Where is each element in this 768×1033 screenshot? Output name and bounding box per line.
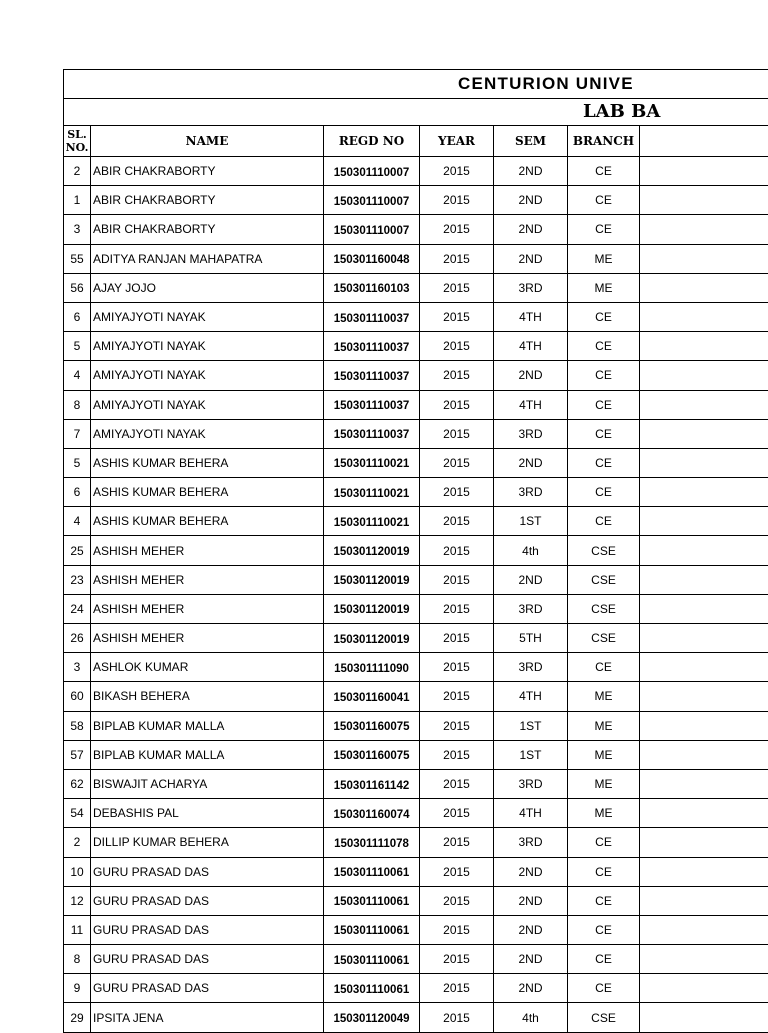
cell-sl-no: 56 bbox=[64, 273, 91, 302]
cell-regd-no: 150301110037 bbox=[324, 302, 420, 331]
cell-name: ASHISH MEHER bbox=[91, 536, 324, 565]
header-regd-no: REGD NO bbox=[324, 126, 420, 157]
cell-blank bbox=[640, 244, 768, 273]
table-row bbox=[64, 215, 768, 244]
cell-branch: CSE bbox=[568, 594, 640, 623]
cell-regd-no: 150301160075 bbox=[324, 711, 420, 740]
cell-regd-no: 150301160041 bbox=[324, 682, 420, 711]
cell-year: 2015 bbox=[420, 594, 494, 623]
table-row bbox=[64, 390, 768, 419]
cell-name: BISWAJIT ACHARYA bbox=[91, 769, 324, 798]
cell-regd-no: 150301110037 bbox=[324, 419, 420, 448]
cell-name: GURU PRASAD DAS bbox=[91, 915, 324, 944]
table-row bbox=[64, 536, 768, 565]
header-name: NAME bbox=[91, 126, 324, 157]
cell-sem: 3RD bbox=[494, 478, 568, 507]
cell-name: ASHIS KUMAR BEHERA bbox=[91, 448, 324, 477]
cell-sl-no: 1 bbox=[64, 186, 91, 215]
cell-year: 2015 bbox=[420, 244, 494, 273]
cell-sem: 1ST bbox=[494, 711, 568, 740]
cell-name: ABIR CHAKRABORTY bbox=[91, 157, 324, 186]
cell-name: GURU PRASAD DAS bbox=[91, 857, 324, 886]
cell-sl-no: 3 bbox=[64, 653, 91, 682]
cell-year: 2015 bbox=[420, 769, 494, 798]
cell-branch: CE bbox=[568, 974, 640, 1003]
cell-sem: 3RD bbox=[494, 419, 568, 448]
cell-branch: CE bbox=[568, 857, 640, 886]
cell-sl-no: 24 bbox=[64, 594, 91, 623]
cell-year: 2015 bbox=[420, 624, 494, 653]
cell-sem: 3RD bbox=[494, 273, 568, 302]
cell-year: 2015 bbox=[420, 215, 494, 244]
cell-blank bbox=[640, 682, 768, 711]
table-row bbox=[64, 682, 768, 711]
cell-branch: CE bbox=[568, 332, 640, 361]
cell-sem: 5TH bbox=[494, 624, 568, 653]
cell-branch: CE bbox=[568, 390, 640, 419]
cell-regd-no: 150301110037 bbox=[324, 361, 420, 390]
cell-sem: 2ND bbox=[494, 974, 568, 1003]
cell-branch: CE bbox=[568, 157, 640, 186]
cell-blank bbox=[640, 799, 768, 828]
cell-regd-no: 150301110021 bbox=[324, 507, 420, 536]
cell-name: BIKASH BEHERA bbox=[91, 682, 324, 711]
cell-sl-no: 25 bbox=[64, 536, 91, 565]
cell-blank bbox=[640, 273, 768, 302]
cell-year: 2015 bbox=[420, 740, 494, 769]
cell-year: 2015 bbox=[420, 507, 494, 536]
cell-branch: CE bbox=[568, 828, 640, 857]
header-sem: SEM bbox=[494, 126, 568, 157]
cell-sl-no: 62 bbox=[64, 769, 91, 798]
cell-year: 2015 bbox=[420, 915, 494, 944]
cell-sl-no: 9 bbox=[64, 974, 91, 1003]
cell-regd-no: 150301120019 bbox=[324, 536, 420, 565]
cell-sl-no: 57 bbox=[64, 740, 91, 769]
cell-blank bbox=[640, 478, 768, 507]
cell-name: AMIYAJYOTI NAYAK bbox=[91, 332, 324, 361]
cell-sl-no: 4 bbox=[64, 361, 91, 390]
cell-sl-no: 3 bbox=[64, 215, 91, 244]
table-row bbox=[64, 507, 768, 536]
spreadsheet bbox=[63, 69, 768, 1033]
cell-blank bbox=[640, 1003, 768, 1032]
cell-blank bbox=[640, 536, 768, 565]
table-row bbox=[64, 419, 768, 448]
cell-branch: CE bbox=[568, 478, 640, 507]
cell-blank bbox=[640, 857, 768, 886]
cell-year: 2015 bbox=[420, 565, 494, 594]
cell-branch: ME bbox=[568, 799, 640, 828]
cell-blank bbox=[640, 332, 768, 361]
cell-regd-no: 150301120049 bbox=[324, 1003, 420, 1032]
cell-branch: ME bbox=[568, 244, 640, 273]
cell-regd-no: 150301160103 bbox=[324, 273, 420, 302]
cell-sl-no: 10 bbox=[64, 857, 91, 886]
cell-sl-no: 6 bbox=[64, 302, 91, 331]
table-row bbox=[64, 886, 768, 915]
table-row bbox=[64, 273, 768, 302]
cell-regd-no: 150301111078 bbox=[324, 828, 420, 857]
cell-branch: CE bbox=[568, 915, 640, 944]
cell-regd-no: 150301110007 bbox=[324, 215, 420, 244]
table-row bbox=[64, 711, 768, 740]
table-row bbox=[64, 915, 768, 944]
cell-year: 2015 bbox=[420, 886, 494, 915]
cell-name: DILLIP KUMAR BEHERA bbox=[91, 828, 324, 857]
table-row bbox=[64, 448, 768, 477]
sheet-subtitle: LAB BA bbox=[583, 101, 660, 122]
table-row bbox=[64, 361, 768, 390]
header-row bbox=[64, 126, 768, 157]
cell-blank bbox=[640, 624, 768, 653]
cell-blank bbox=[640, 390, 768, 419]
cell-blank bbox=[640, 828, 768, 857]
cell-regd-no: 150301120019 bbox=[324, 565, 420, 594]
cell-sem: 2ND bbox=[494, 945, 568, 974]
cell-name: GURU PRASAD DAS bbox=[91, 886, 324, 915]
cell-name: ASHIS KUMAR BEHERA bbox=[91, 507, 324, 536]
cell-branch: CE bbox=[568, 215, 640, 244]
cell-name: GURU PRASAD DAS bbox=[91, 945, 324, 974]
cell-name: ADITYA RANJAN MAHAPATRA bbox=[91, 244, 324, 273]
cell-sl-no: 23 bbox=[64, 565, 91, 594]
sheet-title: CENTURION UNIVE bbox=[458, 74, 634, 94]
cell-sem: 3RD bbox=[494, 828, 568, 857]
cell-year: 2015 bbox=[420, 302, 494, 331]
cell-regd-no: 150301110037 bbox=[324, 390, 420, 419]
table-row bbox=[64, 565, 768, 594]
cell-regd-no: 150301110007 bbox=[324, 186, 420, 215]
cell-year: 2015 bbox=[420, 478, 494, 507]
cell-sl-no: 11 bbox=[64, 915, 91, 944]
cell-name: AMIYAJYOTI NAYAK bbox=[91, 390, 324, 419]
cell-regd-no: 150301160074 bbox=[324, 799, 420, 828]
cell-year: 2015 bbox=[420, 828, 494, 857]
table-row bbox=[64, 186, 768, 215]
cell-regd-no: 150301160075 bbox=[324, 740, 420, 769]
cell-sl-no: 7 bbox=[64, 419, 91, 448]
cell-blank bbox=[640, 157, 768, 186]
table-row bbox=[64, 332, 768, 361]
cell-sem: 2ND bbox=[494, 448, 568, 477]
cell-sl-no: 4 bbox=[64, 507, 91, 536]
cell-blank bbox=[640, 186, 768, 215]
cell-sem: 3RD bbox=[494, 653, 568, 682]
cell-name: ASHIS KUMAR BEHERA bbox=[91, 478, 324, 507]
cell-branch: CE bbox=[568, 186, 640, 215]
cell-branch: CE bbox=[568, 448, 640, 477]
table-row bbox=[64, 769, 768, 798]
cell-sl-no: 8 bbox=[64, 390, 91, 419]
cell-sl-no: 6 bbox=[64, 478, 91, 507]
cell-year: 2015 bbox=[420, 361, 494, 390]
cell-year: 2015 bbox=[420, 448, 494, 477]
cell-name: ASHISH MEHER bbox=[91, 624, 324, 653]
cell-branch: ME bbox=[568, 711, 640, 740]
cell-branch: CSE bbox=[568, 536, 640, 565]
cell-branch: CE bbox=[568, 507, 640, 536]
cell-sem: 2ND bbox=[494, 857, 568, 886]
cell-branch: ME bbox=[568, 740, 640, 769]
cell-regd-no: 150301161142 bbox=[324, 769, 420, 798]
cell-name: ASHISH MEHER bbox=[91, 565, 324, 594]
cell-name: BIPLAB KUMAR MALLA bbox=[91, 711, 324, 740]
cell-blank bbox=[640, 507, 768, 536]
table-row bbox=[64, 828, 768, 857]
table-row bbox=[64, 857, 768, 886]
cell-year: 2015 bbox=[420, 711, 494, 740]
cell-blank bbox=[640, 886, 768, 915]
cell-blank bbox=[640, 302, 768, 331]
cell-branch: ME bbox=[568, 273, 640, 302]
cell-sem: 3RD bbox=[494, 594, 568, 623]
cell-name: AJAY JOJO bbox=[91, 273, 324, 302]
cell-name: AMIYAJYOTI NAYAK bbox=[91, 361, 324, 390]
cell-regd-no: 150301110061 bbox=[324, 974, 420, 1003]
table-row bbox=[64, 302, 768, 331]
cell-regd-no: 150301110061 bbox=[324, 915, 420, 944]
cell-year: 2015 bbox=[420, 536, 494, 565]
cell-sem: 3RD bbox=[494, 769, 568, 798]
cell-regd-no: 150301110007 bbox=[324, 157, 420, 186]
subtitle-row bbox=[64, 99, 768, 126]
cell-sl-no: 2 bbox=[64, 828, 91, 857]
cell-sem: 4TH bbox=[494, 302, 568, 331]
cell-sl-no: 26 bbox=[64, 624, 91, 653]
table-row bbox=[64, 799, 768, 828]
cell-blank bbox=[640, 594, 768, 623]
cell-year: 2015 bbox=[420, 419, 494, 448]
cell-branch: CE bbox=[568, 653, 640, 682]
table-row bbox=[64, 974, 768, 1003]
cell-branch: ME bbox=[568, 682, 640, 711]
cell-sem: 4TH bbox=[494, 390, 568, 419]
cell-regd-no: 150301160048 bbox=[324, 244, 420, 273]
cell-sem: 4TH bbox=[494, 332, 568, 361]
cell-name: DEBASHIS PAL bbox=[91, 799, 324, 828]
cell-sem: 2ND bbox=[494, 215, 568, 244]
cell-sem: 4TH bbox=[494, 799, 568, 828]
cell-sl-no: 12 bbox=[64, 886, 91, 915]
cell-regd-no: 150301110061 bbox=[324, 857, 420, 886]
student-table bbox=[64, 126, 768, 1033]
cell-sl-no: 5 bbox=[64, 332, 91, 361]
title-row bbox=[64, 70, 768, 99]
cell-blank bbox=[640, 740, 768, 769]
table-row bbox=[64, 1003, 768, 1032]
cell-blank bbox=[640, 565, 768, 594]
cell-name: ABIR CHAKRABORTY bbox=[91, 215, 324, 244]
header-year: YEAR bbox=[420, 126, 494, 157]
cell-sl-no: 2 bbox=[64, 157, 91, 186]
table-row bbox=[64, 478, 768, 507]
cell-regd-no: 150301110061 bbox=[324, 945, 420, 974]
cell-sem: 2ND bbox=[494, 244, 568, 273]
cell-branch: CE bbox=[568, 361, 640, 390]
cell-regd-no: 150301120019 bbox=[324, 594, 420, 623]
cell-regd-no: 150301110021 bbox=[324, 478, 420, 507]
cell-branch: CE bbox=[568, 886, 640, 915]
cell-sem: 2ND bbox=[494, 915, 568, 944]
cell-regd-no: 150301111090 bbox=[324, 653, 420, 682]
cell-regd-no: 150301120019 bbox=[324, 624, 420, 653]
cell-branch: CE bbox=[568, 945, 640, 974]
table-row bbox=[64, 653, 768, 682]
cell-sem: 2ND bbox=[494, 565, 568, 594]
cell-name: ASHLOK KUMAR bbox=[91, 653, 324, 682]
cell-sl-no: 55 bbox=[64, 244, 91, 273]
cell-sem: 2ND bbox=[494, 361, 568, 390]
cell-sl-no: 60 bbox=[64, 682, 91, 711]
cell-name: BIPLAB KUMAR MALLA bbox=[91, 740, 324, 769]
cell-sl-no: 8 bbox=[64, 945, 91, 974]
cell-year: 2015 bbox=[420, 157, 494, 186]
cell-blank bbox=[640, 448, 768, 477]
cell-sem: 4th bbox=[494, 1003, 568, 1032]
cell-branch: CSE bbox=[568, 624, 640, 653]
cell-year: 2015 bbox=[420, 945, 494, 974]
cell-branch: CSE bbox=[568, 565, 640, 594]
cell-year: 2015 bbox=[420, 974, 494, 1003]
cell-regd-no: 150301110037 bbox=[324, 332, 420, 361]
cell-sem: 1ST bbox=[494, 507, 568, 536]
cell-branch: ME bbox=[568, 769, 640, 798]
cell-sem: 4TH bbox=[494, 682, 568, 711]
cell-blank bbox=[640, 974, 768, 1003]
cell-year: 2015 bbox=[420, 682, 494, 711]
cell-branch: CSE bbox=[568, 1003, 640, 1032]
cell-regd-no: 150301110061 bbox=[324, 886, 420, 915]
cell-regd-no: 150301110021 bbox=[324, 448, 420, 477]
cell-sem: 4th bbox=[494, 536, 568, 565]
header-sl-no: SL. NO. bbox=[64, 126, 91, 157]
cell-blank bbox=[640, 915, 768, 944]
cell-year: 2015 bbox=[420, 390, 494, 419]
cell-sem: 2ND bbox=[494, 886, 568, 915]
cell-year: 2015 bbox=[420, 653, 494, 682]
cell-blank bbox=[640, 711, 768, 740]
cell-year: 2015 bbox=[420, 1003, 494, 1032]
table-row bbox=[64, 624, 768, 653]
table-row bbox=[64, 157, 768, 186]
table-row bbox=[64, 244, 768, 273]
header-blank bbox=[640, 126, 768, 157]
cell-name: ASHISH MEHER bbox=[91, 594, 324, 623]
cell-blank bbox=[640, 419, 768, 448]
cell-sl-no: 54 bbox=[64, 799, 91, 828]
table-row bbox=[64, 945, 768, 974]
cell-blank bbox=[640, 361, 768, 390]
cell-branch: CE bbox=[568, 302, 640, 331]
cell-blank bbox=[640, 769, 768, 798]
cell-year: 2015 bbox=[420, 186, 494, 215]
cell-sl-no: 29 bbox=[64, 1003, 91, 1032]
cell-sl-no: 5 bbox=[64, 448, 91, 477]
cell-name: AMIYAJYOTI NAYAK bbox=[91, 419, 324, 448]
cell-name: AMIYAJYOTI NAYAK bbox=[91, 302, 324, 331]
cell-year: 2015 bbox=[420, 799, 494, 828]
table-row bbox=[64, 740, 768, 769]
cell-name: IPSITA JENA bbox=[91, 1003, 324, 1032]
cell-sem: 2ND bbox=[494, 157, 568, 186]
cell-blank bbox=[640, 653, 768, 682]
cell-branch: CE bbox=[568, 419, 640, 448]
cell-blank bbox=[640, 945, 768, 974]
cell-sem: 2ND bbox=[494, 186, 568, 215]
cell-year: 2015 bbox=[420, 332, 494, 361]
cell-name: ABIR CHAKRABORTY bbox=[91, 186, 324, 215]
cell-blank bbox=[640, 215, 768, 244]
cell-sem: 1ST bbox=[494, 740, 568, 769]
table-row bbox=[64, 594, 768, 623]
header-branch: BRANCH bbox=[568, 126, 640, 157]
cell-name: GURU PRASAD DAS bbox=[91, 974, 324, 1003]
table-body bbox=[64, 157, 768, 1033]
cell-year: 2015 bbox=[420, 273, 494, 302]
cell-year: 2015 bbox=[420, 857, 494, 886]
cell-sl-no: 58 bbox=[64, 711, 91, 740]
